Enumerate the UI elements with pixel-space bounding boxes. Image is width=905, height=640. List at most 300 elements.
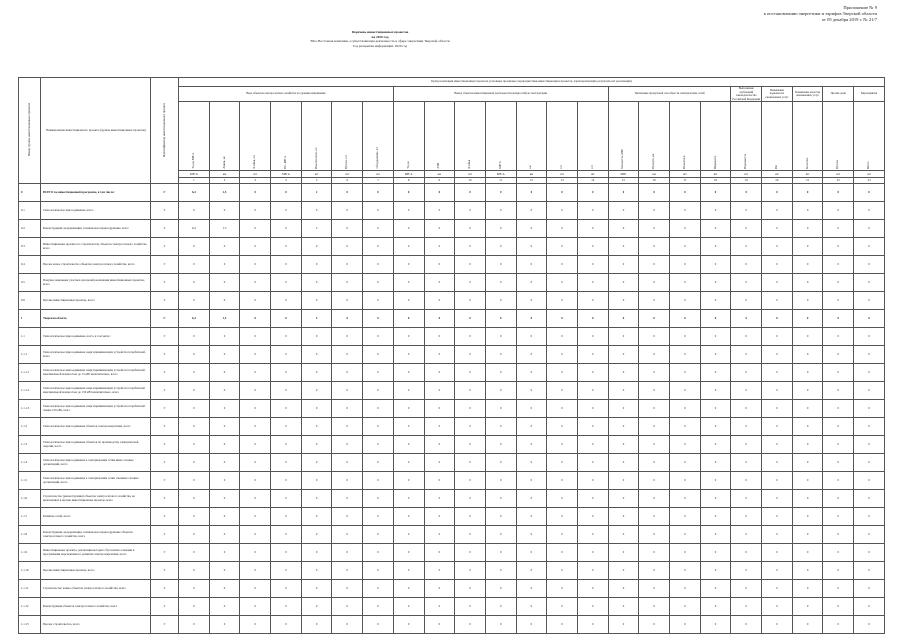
value-cell: 0 [516, 472, 547, 490]
value-cell: 0 [179, 274, 210, 292]
value-cell: 0 [854, 454, 885, 472]
value-cell: 0 [854, 562, 885, 580]
value-cell: 6,4 [179, 310, 210, 328]
value-cell: 0 [516, 490, 547, 508]
value-cell: 0 [854, 616, 885, 634]
value-cell: 0 [547, 544, 578, 562]
value-cell: 0 [700, 292, 731, 310]
value-cell: 0 [271, 436, 302, 454]
row-id: Г [151, 418, 179, 436]
value-cell: 0 [485, 616, 516, 634]
value-cell: 0 [731, 328, 762, 346]
value-cell: 0 [792, 472, 823, 490]
value-cell: 0 [823, 436, 854, 454]
value-cell: 0 [608, 526, 639, 544]
value-cell: 0 [179, 508, 210, 526]
column-header [363, 102, 394, 171]
value-cell: 0 [854, 274, 885, 292]
value-cell: 0 [639, 544, 670, 562]
table-row [19, 544, 885, 562]
column-header-label: Качество [805, 157, 809, 169]
value-cell: 0 [424, 490, 455, 508]
row-id: Г [151, 310, 179, 328]
value-cell: 0 [424, 454, 455, 472]
column-header-wrap [855, 102, 883, 170]
table-row [19, 184, 885, 202]
value-cell: 0 [639, 526, 670, 544]
value-cell: 0 [271, 202, 302, 220]
value-cell: 0 [762, 526, 793, 544]
value-cell: 0 [240, 328, 271, 346]
value-cell: 0 [363, 310, 394, 328]
value-cell: 0 [393, 274, 424, 292]
value-cell: 0 [639, 184, 670, 202]
value-cell: 0 [424, 580, 455, 598]
value-cell: 0 [424, 544, 455, 562]
row-id: Г [151, 256, 179, 274]
appendix-line2: к постановлению энергетики и тарифов Тверской области [763, 11, 877, 16]
row-number: 1.1.1.2 [19, 382, 41, 400]
index-cell: 15 [608, 178, 639, 184]
group-header: Вывод объектов инвестиционной деятельности (мощностей) из эксплуатации [393, 87, 608, 102]
row-name: Технологическое присоединение, всего [41, 202, 151, 220]
value-cell: 0 [209, 616, 240, 634]
value-cell: 0 [485, 382, 516, 400]
value-cell: 0 [854, 382, 885, 400]
value-cell: 0 [823, 328, 854, 346]
value-cell: 0 [577, 490, 608, 508]
value-cell: 0 [424, 598, 455, 616]
value-cell: 0 [547, 400, 578, 418]
value-cell: 0 [854, 436, 885, 454]
value-cell: 0 [762, 238, 793, 256]
value-cell: 0 [608, 202, 639, 220]
value-cell: 0 [823, 202, 854, 220]
value-cell: 0 [577, 508, 608, 526]
value-cell: 0 [547, 526, 578, 544]
value-cell: 0 [240, 616, 271, 634]
value-cell: 0 [792, 220, 823, 238]
value-cell: 0 [577, 328, 608, 346]
value-cell: 0 [363, 544, 394, 562]
value-cell: 0 [363, 562, 394, 580]
value-cell: 0 [363, 616, 394, 634]
document-unit: Год раскрытия информации: 2020 год [352, 43, 408, 48]
value-cell: 0 [363, 400, 394, 418]
value-cell: 0 [301, 508, 332, 526]
value-cell: 0 [762, 310, 793, 328]
value-cell: 0 [363, 382, 394, 400]
value-cell: 0 [240, 580, 271, 598]
column-header [670, 102, 701, 171]
value-cell: 0 [792, 310, 823, 328]
value-cell: 0 [332, 436, 363, 454]
value-cell: 0 [608, 328, 639, 346]
value-cell: 0 [424, 508, 455, 526]
row-id: Г [151, 544, 179, 562]
value-cell: 0 [700, 418, 731, 436]
value-cell: 0 [455, 508, 486, 526]
value-cell: 0 [731, 508, 762, 526]
value-cell: 0 [240, 274, 271, 292]
column-header [823, 102, 854, 171]
value-cell: 0 [455, 436, 486, 454]
value-cell: 0 [854, 472, 885, 490]
value-cell: 0 [823, 580, 854, 598]
row-number: 1.1.4 [19, 454, 41, 472]
value-cell: 0 [823, 418, 854, 436]
column-header [792, 102, 823, 171]
value-cell: 0 [516, 508, 547, 526]
value-cell: 0 [455, 310, 486, 328]
value-cell: 0 [823, 220, 854, 238]
row-name: Технологическое присоединение энергопринимающих устройств потребителей свыше 150 кВт, всего [41, 400, 151, 418]
value-cell: 0 [670, 364, 701, 382]
value-cell: 0 [670, 580, 701, 598]
value-cell: 0 [209, 544, 240, 562]
value-cell: 0 [209, 580, 240, 598]
row-number: 0.4 [19, 256, 41, 274]
column-header-label: Прочее, шт [345, 154, 349, 169]
value-cell: 0 [731, 346, 762, 364]
value-cell: 0 [639, 616, 670, 634]
value-cell: 0 [639, 346, 670, 364]
value-cell: 0 [639, 202, 670, 220]
row-number: 1.1.7 [19, 508, 41, 526]
value-cell: 0 [639, 274, 670, 292]
value-cell: 0 [731, 382, 762, 400]
row-number: 1.1.3 [19, 436, 41, 454]
value-cell: 0 [608, 346, 639, 364]
value-cell: 0 [700, 364, 731, 382]
value-cell: 0 [670, 598, 701, 616]
value-cell: 0 [209, 202, 240, 220]
row-number: 1.1.8 [19, 526, 41, 544]
column-header [179, 102, 210, 171]
index-cell: 17 [670, 178, 701, 184]
value-cell: 0 [393, 202, 424, 220]
row-number: 1.1.1.1 [19, 364, 41, 382]
value-cell: 0 [485, 274, 516, 292]
value-cell: 0 [424, 400, 455, 418]
value-cell: 0 [179, 418, 210, 436]
index-cell: 1 [179, 178, 210, 184]
value-cell: 0 [762, 598, 793, 616]
column-header-wrap [732, 102, 760, 170]
unit-cell: МВ·А [179, 171, 210, 178]
value-cell: 0 [823, 238, 854, 256]
value-cell: 0 [577, 598, 608, 616]
row-number: 1.1.5 [19, 472, 41, 490]
unit-cell: МВ·А [393, 171, 424, 178]
document-heading [250, 30, 510, 48]
value-cell: 0 [731, 184, 762, 202]
row-id: Г [151, 364, 179, 382]
value-cell: 0 [670, 400, 701, 418]
value-cell: 0 [393, 616, 424, 634]
row-name: Тверская область [41, 310, 151, 328]
value-cell: 0 [547, 418, 578, 436]
value-cell: 0 [762, 490, 793, 508]
value-cell: 0 [363, 346, 394, 364]
value-cell: 0 [240, 562, 271, 580]
value-cell: 0 [332, 580, 363, 598]
unit-cell: км [209, 171, 240, 178]
value-cell: 0 [547, 472, 578, 490]
index-cell: 21 [792, 178, 823, 184]
value-cell: 0 [209, 274, 240, 292]
value-cell: 0 [393, 544, 424, 562]
value-cell: 0 [762, 220, 793, 238]
column-header [455, 102, 486, 171]
value-cell: 0 [516, 382, 547, 400]
value-cell: 0 [271, 292, 302, 310]
row-id: Г [151, 580, 179, 598]
value-cell: 0 [332, 274, 363, 292]
value-cell: 0 [762, 328, 793, 346]
value-cell: 0 [700, 202, 731, 220]
row-id: Г [151, 202, 179, 220]
value-cell: 0 [854, 256, 885, 274]
row-name: Инвестиционные проекты по строительству объектов электросетевого хозяйства, всего [41, 238, 151, 256]
value-cell: 0 [332, 490, 363, 508]
value-cell: 0 [179, 472, 210, 490]
value-cell: 0 [393, 256, 424, 274]
value-cell: 0 [271, 346, 302, 364]
value-cell: 0 [670, 490, 701, 508]
value-cell: 0 [700, 346, 731, 364]
value-cell: 0 [209, 256, 240, 274]
value-cell: 0 [762, 184, 793, 202]
value-cell: 0 [240, 202, 271, 220]
value-cell: 1,5 [209, 310, 240, 328]
value-cell: 0 [547, 598, 578, 616]
value-cell: 0 [854, 220, 885, 238]
value-cell: 0 [823, 472, 854, 490]
value-cell: 0 [854, 184, 885, 202]
value-cell: 0 [455, 184, 486, 202]
value-cell: 0 [700, 184, 731, 202]
value-cell: 0 [455, 364, 486, 382]
value-cell: 0 [670, 256, 701, 274]
table-row [19, 526, 885, 544]
row-number: 0.1 [19, 202, 41, 220]
value-cell: 0 [670, 382, 701, 400]
value-cell: 0 [393, 562, 424, 580]
value-cell: 0 [363, 490, 394, 508]
value-cell: 0 [363, 274, 394, 292]
value-cell: 0 [455, 202, 486, 220]
value-cell: 0 [209, 472, 240, 490]
value-cell: 0 [700, 454, 731, 472]
value-cell: 0 [301, 202, 332, 220]
value-cell: 0 [485, 328, 516, 346]
value-cell: 0 [762, 400, 793, 418]
value-cell: 0 [271, 562, 302, 580]
value-cell: 0 [393, 580, 424, 598]
column-header [762, 102, 793, 171]
value-cell: 0 [240, 490, 271, 508]
value-cell: 0 [455, 562, 486, 580]
value-cell: 0 [731, 490, 762, 508]
index-cell: 7 [363, 178, 394, 184]
row-name: Прочие инвестиционные проекты, всего [41, 562, 151, 580]
value-cell: 0 [179, 436, 210, 454]
group-header: Выполнение требований законодательства Российской Федерации [732, 87, 761, 101]
value-cell: 0 [332, 238, 363, 256]
value-cell: 0 [332, 400, 363, 418]
value-cell: 0 [332, 220, 363, 238]
value-cell: 0 [301, 454, 332, 472]
value-cell: 0 [301, 436, 332, 454]
value-cell: 0 [455, 328, 486, 346]
value-cell: 0 [639, 598, 670, 616]
value-cell: 0 [485, 436, 516, 454]
value-cell: 0 [424, 328, 455, 346]
row-number: 1.1.12 [19, 598, 41, 616]
value-cell: 0 [547, 346, 578, 364]
row-name: Прочее новое строительство объектов электросетевого хозяйства, всего [41, 256, 151, 274]
value-cell: 0 [516, 220, 547, 238]
row-id: Г [151, 490, 179, 508]
column-header [516, 102, 547, 171]
column-header-wrap [272, 102, 300, 170]
value-cell: 0 [700, 472, 731, 490]
value-cell: 0 [179, 544, 210, 562]
value-cell: 0 [823, 274, 854, 292]
value-cell: 0 [455, 418, 486, 436]
value-cell: 0 [455, 526, 486, 544]
value-cell: 0 [608, 220, 639, 238]
column-header-label: Надежность [744, 153, 748, 169]
value-cell: 0 [639, 310, 670, 328]
table-row [19, 562, 885, 580]
value-cell: 0 [455, 400, 486, 418]
value-cell: 0 [363, 292, 394, 310]
value-cell: 0 [577, 544, 608, 562]
value-cell: 0 [577, 472, 608, 490]
value-cell: 0 [332, 310, 363, 328]
value-cell: 0 [455, 580, 486, 598]
value-cell: 0 [179, 580, 210, 598]
value-cell: 0 [577, 526, 608, 544]
value-cell: 0 [577, 220, 608, 238]
value-cell: 0 [209, 400, 240, 418]
row-name: Реконструкция, модернизация, техническое перевооружение объектов электросетевого хозяйства, всего [41, 526, 151, 544]
column-header-wrap [548, 102, 576, 170]
value-cell: 0 [823, 364, 854, 382]
index-cell: 18 [700, 178, 731, 184]
value-cell: 0 [363, 598, 394, 616]
table-row [19, 256, 885, 274]
value-cell: 0 [393, 526, 424, 544]
investment-table [18, 77, 885, 634]
rowhead-num-label: Номер группы инвестиционных проектов [26, 103, 31, 157]
value-cell: 0 [393, 436, 424, 454]
value-cell: 0 [485, 490, 516, 508]
value-cell: 0 [393, 238, 424, 256]
table-row [19, 346, 885, 364]
index-cell: 12 [516, 178, 547, 184]
row-id: Г [151, 346, 179, 364]
document-subtitle: на 2020 год [371, 34, 389, 39]
value-cell: 0 [455, 616, 486, 634]
value-cell: 0 [670, 616, 701, 634]
column-header-label: ПС, МВ·А [284, 155, 288, 169]
value-cell: 0 [455, 382, 486, 400]
value-cell: 0 [670, 292, 701, 310]
value-cell: 0 [332, 544, 363, 562]
value-cell: 0 [301, 346, 332, 364]
value-cell: 0 [639, 580, 670, 598]
value-cell: 0 [363, 472, 394, 490]
group-header: Мероприятия [854, 87, 885, 102]
value-cell: 0 [731, 616, 762, 634]
row-name: Технологическое присоединение энергопринимающих устройств потребителей, всего [41, 346, 151, 364]
value-cell: 0 [240, 544, 271, 562]
value-cell: 0 [608, 238, 639, 256]
value-cell: 0 [700, 526, 731, 544]
value-cell: 0 [301, 526, 332, 544]
column-header-label: Индикатор [713, 155, 717, 169]
column-header-label: Ячейки, шт [253, 154, 257, 169]
value-cell: 0 [731, 364, 762, 382]
value-cell: 0 [762, 508, 793, 526]
column-header [271, 102, 302, 171]
value-cell: 0 [240, 472, 271, 490]
table-row [19, 382, 885, 400]
unit-cell: МВ·А [485, 171, 516, 178]
value-cell: 0 [700, 400, 731, 418]
column-header-wrap [671, 102, 699, 170]
column-header-label: Пп [775, 164, 779, 169]
value-cell: 0 [485, 562, 516, 580]
value-cell: 0 [854, 328, 885, 346]
value-cell: 0 [792, 328, 823, 346]
document-org: Юго-Восточная компания, осуществляющая деятельность в сфере энергетики Тверской области [310, 39, 450, 44]
value-cell: 0 [547, 436, 578, 454]
value-cell: 0 [363, 454, 394, 472]
value-cell: 0 [516, 454, 547, 472]
value-cell: 0 [424, 562, 455, 580]
row-name: Прочее строительство, всего [41, 616, 151, 634]
row-name: Строительство новых объектов электросетевого хозяйства, всего [41, 580, 151, 598]
value-cell: 0 [670, 328, 701, 346]
value-cell: 1,5 [209, 220, 240, 238]
value-cell: 0 [547, 220, 578, 238]
value-cell: 0 [179, 562, 210, 580]
value-cell: 0 [179, 238, 210, 256]
value-cell: 0 [792, 508, 823, 526]
value-cell: 0 [455, 490, 486, 508]
value-cell: 0 [301, 598, 332, 616]
value-cell: 0 [301, 274, 332, 292]
column-header-wrap [180, 102, 208, 170]
table-row [19, 598, 885, 616]
value-cell: 0 [577, 274, 608, 292]
row-name: Инвестиционные проекты, реализация которых обусловлена схемами и программами перспективного развития электроэнергетики, всего [41, 544, 151, 562]
value-cell: 0 [179, 346, 210, 364]
value-cell: 0 [731, 562, 762, 580]
value-cell: 0 [485, 238, 516, 256]
value-cell: 0 [516, 580, 547, 598]
value-cell: 0 [516, 400, 547, 418]
value-cell: 0 [577, 454, 608, 472]
value-cell: 0 [577, 418, 608, 436]
index-cell: 14 [577, 178, 608, 184]
value-cell: 0 [731, 472, 762, 490]
value-cell: 0 [424, 184, 455, 202]
